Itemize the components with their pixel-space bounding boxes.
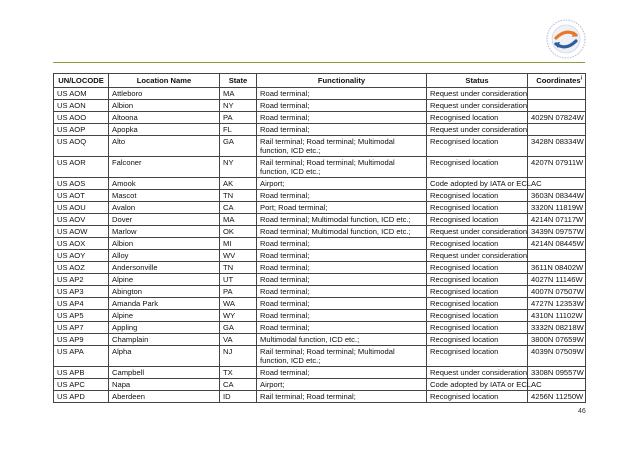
table-row	[54, 157, 586, 178]
table-row	[54, 379, 586, 391]
cell-functionality: Road terminal;	[257, 367, 427, 379]
cell-coordinates: 4039N 07509W	[528, 346, 586, 367]
cell-unlocode: US AOU	[54, 202, 109, 214]
cell-coordinates: 3428N 08334W	[528, 136, 586, 157]
cell-coordinates: 3439N 09757W	[528, 226, 586, 238]
cell-functionality: Road terminal;	[257, 274, 427, 286]
table-row	[54, 274, 586, 286]
cell-location-name: Amanda Park	[109, 298, 220, 310]
cell-status: Recognised location	[427, 310, 528, 322]
cell-state: CA	[220, 202, 257, 214]
cell-functionality: Rail terminal; Road terminal; Multimodal function, ICD etc.;	[257, 136, 427, 157]
cell-coordinates: 4007N 07507W	[528, 286, 586, 298]
header-functionality: Functionality	[257, 74, 427, 88]
cell-state: WA	[220, 298, 257, 310]
cell-state: FL	[220, 124, 257, 136]
cell-coordinates: 4214N 08445W	[528, 238, 586, 250]
cell-location-name: Alloy	[109, 250, 220, 262]
cell-status: Request under consideration	[427, 88, 528, 100]
cell-status: Request under consideration	[427, 250, 528, 262]
cell-unlocode: US AOY	[54, 250, 109, 262]
table-row	[54, 286, 586, 298]
cell-location-name: Andersonville	[109, 262, 220, 274]
cell-status: Recognised location	[427, 274, 528, 286]
cell-unlocode: US AP7	[54, 322, 109, 334]
table-body	[54, 88, 586, 403]
cell-coordinates: 3611N 08402W	[528, 262, 586, 274]
table-row	[54, 136, 586, 157]
cell-functionality: Road terminal;	[257, 286, 427, 298]
cell-functionality: Road terminal; Multimodal function, ICD etc.;	[257, 214, 427, 226]
cell-coordinates: 3320N 11819W	[528, 202, 586, 214]
cell-state: NJ	[220, 346, 257, 367]
cell-functionality: Multimodal function, ICD etc.;	[257, 334, 427, 346]
cell-functionality: Road terminal;	[257, 88, 427, 100]
table-row	[54, 190, 586, 202]
header-status: Status	[427, 74, 528, 88]
table-row	[54, 367, 586, 379]
cell-unlocode: US APD	[54, 391, 109, 403]
cell-status: Recognised location	[427, 112, 528, 124]
cell-functionality: Road terminal;	[257, 322, 427, 334]
cell-state: VA	[220, 334, 257, 346]
cell-functionality: Airport;	[257, 178, 427, 190]
cell-location-name: Attleboro	[109, 88, 220, 100]
cell-coordinates: 4207N 07911W	[528, 157, 586, 178]
cell-status: Recognised location	[427, 238, 528, 250]
cell-state: PA	[220, 112, 257, 124]
table-row	[54, 334, 586, 346]
cell-status: Code adopted by IATA or ECLAC	[427, 178, 528, 190]
cell-functionality: Airport;	[257, 379, 427, 391]
cell-state: GA	[220, 322, 257, 334]
cell-location-name: Abington	[109, 286, 220, 298]
cell-status: Request under consideration	[427, 100, 528, 112]
cell-unlocode: US AOR	[54, 157, 109, 178]
cell-state: TX	[220, 367, 257, 379]
cell-unlocode: US AP9	[54, 334, 109, 346]
cell-state: CA	[220, 379, 257, 391]
cell-location-name: Dover	[109, 214, 220, 226]
cell-unlocode: US AOV	[54, 214, 109, 226]
cell-unlocode: US AOS	[54, 178, 109, 190]
cell-state: GA	[220, 136, 257, 157]
table-row	[54, 346, 586, 367]
cell-status: Request under consideration	[427, 124, 528, 136]
table-row	[54, 391, 586, 403]
cell-unlocode: US AP5	[54, 310, 109, 322]
cell-status: Recognised location	[427, 322, 528, 334]
cell-state: WV	[220, 250, 257, 262]
cell-functionality: Road terminal;	[257, 190, 427, 202]
cell-location-name: Alpine	[109, 274, 220, 286]
cell-unlocode: US APA	[54, 346, 109, 367]
cell-unlocode: US AP4	[54, 298, 109, 310]
table-row	[54, 100, 586, 112]
table-row	[54, 112, 586, 124]
cell-functionality: Road terminal;	[257, 100, 427, 112]
cell-functionality: Road terminal; Multimodal function, ICD etc.;	[257, 226, 427, 238]
header-unlocode: UN/LOCODE	[54, 74, 109, 88]
cell-coordinates	[528, 100, 586, 112]
header-state: State	[220, 74, 257, 88]
cell-unlocode: US APB	[54, 367, 109, 379]
cell-status: Recognised location	[427, 334, 528, 346]
cell-unlocode: US AOO	[54, 112, 109, 124]
cell-coordinates: 4027N 11146W	[528, 274, 586, 286]
cell-status: Recognised location	[427, 298, 528, 310]
cell-state: PA	[220, 286, 257, 298]
cell-coordinates: 4256N 11250W	[528, 391, 586, 403]
header-location-name: Location Name	[109, 74, 220, 88]
cell-functionality: Rail terminal; Road terminal; Multimodal function, ICD etc.;	[257, 346, 427, 367]
cell-status: Request under consideration	[427, 226, 528, 238]
cell-functionality: Road terminal;	[257, 310, 427, 322]
cell-unlocode: US AP3	[54, 286, 109, 298]
cell-status: Recognised location	[427, 202, 528, 214]
table-row	[54, 226, 586, 238]
cell-state: AK	[220, 178, 257, 190]
cell-state: OK	[220, 226, 257, 238]
cell-coordinates: 3332N 08218W	[528, 322, 586, 334]
cell-coordinates	[528, 88, 586, 100]
cell-location-name: Champlain	[109, 334, 220, 346]
table-row	[54, 322, 586, 334]
cell-functionality: Rail terminal; Road terminal; Multimodal function, ICD etc.;	[257, 157, 427, 178]
cell-unlocode: US AON	[54, 100, 109, 112]
cell-unlocode: US AOM	[54, 88, 109, 100]
cell-state: MA	[220, 88, 257, 100]
header-rule	[53, 62, 585, 63]
table-row	[54, 214, 586, 226]
cell-location-name: Apopka	[109, 124, 220, 136]
table-row	[54, 262, 586, 274]
locode-table	[53, 73, 586, 403]
cell-state: MI	[220, 238, 257, 250]
cell-location-name: Campbell	[109, 367, 220, 379]
cell-location-name: Amook	[109, 178, 220, 190]
table-row	[54, 238, 586, 250]
cell-status: Recognised location	[427, 286, 528, 298]
cell-state: TN	[220, 190, 257, 202]
page-number: 46	[578, 408, 586, 415]
cell-state: WY	[220, 310, 257, 322]
cell-functionality: Road terminal;	[257, 112, 427, 124]
cell-state: NY	[220, 157, 257, 178]
cell-coordinates	[528, 124, 586, 136]
cell-functionality: Road terminal;	[257, 298, 427, 310]
cell-coordinates: 4214N 07117W	[528, 214, 586, 226]
cell-location-name: Mascot	[109, 190, 220, 202]
cell-status: Recognised location	[427, 190, 528, 202]
cell-unlocode: US AOX	[54, 238, 109, 250]
cell-status: Recognised location	[427, 262, 528, 274]
cell-coordinates: 4310N 11102W	[528, 310, 586, 322]
cell-functionality: Road terminal;	[257, 262, 427, 274]
cell-location-name: Altoona	[109, 112, 220, 124]
cell-coordinates	[528, 250, 586, 262]
cell-functionality: Port; Road terminal;	[257, 202, 427, 214]
cell-status: Recognised location	[427, 346, 528, 367]
cell-location-name: Falconer	[109, 157, 220, 178]
cell-coordinates: 3308N 09557W	[528, 367, 586, 379]
cell-unlocode: US AP2	[54, 274, 109, 286]
table-header-row	[54, 74, 586, 88]
cell-location-name: Alpha	[109, 346, 220, 367]
cell-unlocode: US AOT	[54, 190, 109, 202]
cell-state: ID	[220, 391, 257, 403]
cell-coordinates: 4727N 12353W	[528, 298, 586, 310]
cell-status: Code adopted by IATA or ECLAC	[427, 379, 528, 391]
cell-functionality: Road terminal;	[257, 124, 427, 136]
cell-functionality: Road terminal;	[257, 238, 427, 250]
cell-state: NY	[220, 100, 257, 112]
cell-status: Recognised location	[427, 214, 528, 226]
cell-location-name: Napa	[109, 379, 220, 391]
table-row	[54, 88, 586, 100]
cell-coordinates: 3800N 07659W	[528, 334, 586, 346]
cell-status: Request under consideration	[427, 367, 528, 379]
cell-coordinates: 3603N 08344W	[528, 190, 586, 202]
cell-status: Recognised location	[427, 391, 528, 403]
cell-location-name: Alpine	[109, 310, 220, 322]
cell-state: MA	[220, 214, 257, 226]
header-coordinates-label: Coordinates	[536, 76, 581, 85]
cell-coordinates: 4029N 07824W	[528, 112, 586, 124]
cell-location-name: Aberdeen	[109, 391, 220, 403]
table-row	[54, 310, 586, 322]
header-coordinates	[528, 74, 586, 88]
cell-functionality: Rail terminal; Road terminal;	[257, 391, 427, 403]
table-row	[54, 250, 586, 262]
logo-icon	[545, 18, 587, 60]
cell-unlocode: US AOW	[54, 226, 109, 238]
cell-location-name: Marlow	[109, 226, 220, 238]
table-row	[54, 202, 586, 214]
cell-location-name: Albion	[109, 100, 220, 112]
cell-unlocode: US APC	[54, 379, 109, 391]
cell-unlocode: US AOP	[54, 124, 109, 136]
cell-state: TN	[220, 262, 257, 274]
cell-status: Recognised location	[427, 136, 528, 157]
cell-location-name: Albion	[109, 238, 220, 250]
cell-state: UT	[220, 274, 257, 286]
cell-unlocode: US AOQ	[54, 136, 109, 157]
cell-functionality: Road terminal;	[257, 250, 427, 262]
cell-status: Recognised location	[427, 157, 528, 178]
cell-location-name: Appling	[109, 322, 220, 334]
table-row	[54, 124, 586, 136]
cell-location-name: Alto	[109, 136, 220, 157]
table-row	[54, 178, 586, 190]
table-row	[54, 298, 586, 310]
cell-unlocode: US AOZ	[54, 262, 109, 274]
coordinates-footnote-mark: i	[580, 75, 582, 82]
cell-location-name: Avalon	[109, 202, 220, 214]
